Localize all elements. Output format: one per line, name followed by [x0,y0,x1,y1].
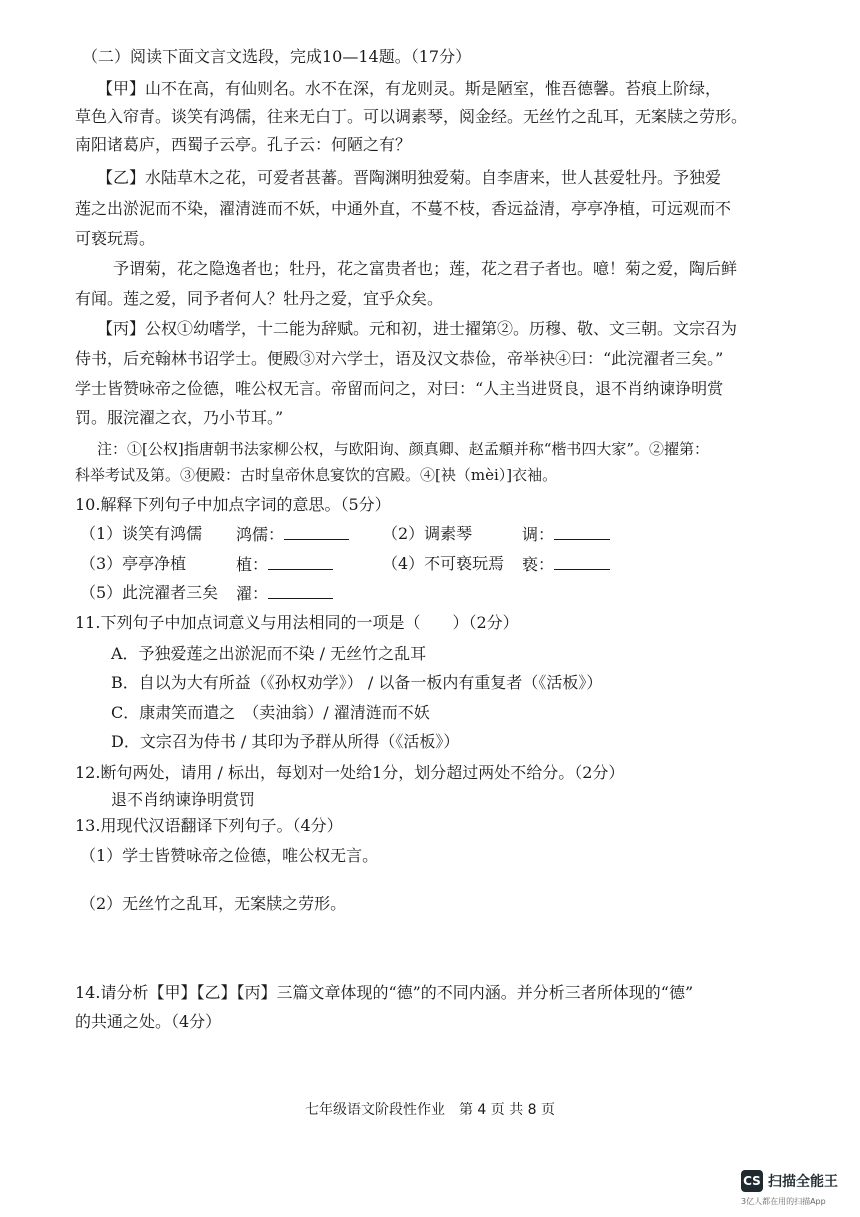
scanner-app-name: 扫描全能王 [768,1174,838,1190]
q10-item-3-word: 植： [236,555,269,574]
q13-item-1: （1）学士皆赞咏帝之俭德，唯公权无言。 [80,846,379,865]
q10-item-4-sentence: （4）不可亵玩焉 [382,554,505,573]
q12-text: 退不肖纳谏诤明赏罚 [111,790,256,809]
q11-option-b: B．自以为大有所益（《孙权劝学》） / 以备一板内有重复者（《活板》） [111,673,603,692]
q10-item-5-word: 濯： [236,584,269,603]
notes-line-1: 注：①[公权]指唐朝书法家柳公权，与欧阳询、颜真卿、赵孟頫并称“楷书四大家”。②擢第： [97,440,710,458]
q10-item-2 [382,523,472,545]
q13-item-2: （2）无丝竹之乱耳，无案牍之劳形。 [80,894,347,913]
q10-item-3-sentence: （3）亭亭净植 [80,554,187,573]
section-heading: （二）阅读下面文言文选段，完成10—14题。（17分） [82,47,472,66]
notes-line-2: 科举考试及第。③便殿：古时皇帝休息宴饮的宫殿。④[袂（mèi）]衣袖。 [75,466,558,484]
q10-item-1-sentence: （1）谈笑有鸿儒 [80,524,203,543]
passage-a-line-2: 草色入帘青。谈笑有鸿儒，往来无白丁。可以调素琴，阅金经。无丝竹之乱耳，无案牍之劳形。 [75,107,748,126]
passage-c-line-3: 学士皆赞咏帝之俭德，唯公权无言。帝留而问之，对曰：“人主当进贤良，退不肖纳谏诤明赏 [75,379,724,398]
q11-stem: 11.下列句子中加点词意义与用法相同的一项是（ ）（2分） [75,613,519,632]
q10-item-4-answer [522,553,610,576]
passage-c-line-2: 侍书，后充翰林书诏学士。便殿③对六学士，语及汉文恭俭，帝举袂④曰：“此浣濯者三矣。” [75,349,724,368]
passage-b-line-5: 有闻。莲之爱，同予者何人？牡丹之爱，宜乎众矣。 [75,289,444,308]
passage-c-line-1: 【丙】公权①幼嗜学，十二能为辞赋。元和初，进士擢第②。历穆、敬、文三朝。文宗召为 [97,319,738,338]
q10-item-5 [80,582,218,604]
passage-a-line-3: 南阳诸葛庐，西蜀子云亭。孔子云：何陋之有？ [75,135,412,154]
scanner-watermark [741,1170,851,1210]
q10-item-3-answer [236,553,333,576]
q10-item-4-word: 亵： [522,555,555,574]
q10-item-1-word: 鸿儒： [236,525,285,544]
q10-item-2-word: 调： [522,525,555,544]
q10-item-4 [382,553,504,575]
passage-b-line-4: 予谓菊，花之隐逸者也；牡丹，花之富贵者也；莲，花之君子者也。噫！菊之爱，陶后鲜 [113,259,738,278]
answer-blank[interactable] [554,553,610,570]
answer-blank[interactable] [284,523,349,540]
q11-option-d: D．文宗召为侍书 / 其印为予群从所得（《活板》） [111,732,460,751]
q14-line-2: 的共通之处。（4分） [75,1012,222,1031]
q11-option-c: C．康肃笑而遣之 （卖油翁）/ 濯清涟而不妖 [111,703,430,722]
q10-item-5-sentence: （5）此浣濯者三矣 [80,583,219,602]
answer-blank[interactable] [554,523,610,540]
q10-item-2-sentence: （2）调素琴 [382,524,473,543]
scanner-tagline: 3亿人都在用的扫描App [741,1197,826,1206]
passage-b-line-1: 【乙】水陆草木之花，可爱者甚蕃。晋陶渊明独爱菊。自李唐来，世人甚爱牡丹。予独爱 [97,168,722,187]
passage-c-line-4: 罚。服浣濯之衣，乃小节耳。” [75,408,284,427]
q11-option-a: A．予独爱莲之出淤泥而不染 / 无丝竹之乱耳 [111,644,427,663]
q10-item-2-answer [522,523,610,546]
answer-blank[interactable] [268,553,333,570]
q10-item-1-answer [236,523,349,546]
passage-a-line-1: 【甲】山不在高，有仙则名。水不在深，有龙则灵。斯是陋室，惟吾德馨。苔痕上阶绿， [97,79,722,98]
q14-line-1: 14.请分析【甲】【乙】【丙】三篇文章体现的“德”的不同内涵。并分析三者所体现的“德” [75,983,694,1002]
q13-stem: 13.用现代汉语翻译下列句子。（4分） [75,816,343,835]
answer-blank[interactable] [268,582,333,599]
q10-item-1 [80,523,202,545]
q10-item-3 [80,553,186,575]
q12-stem: 12.断句两处，请用 / 标出，每划对一处给1分，划分超过两处不给分。（2分） [75,763,625,782]
q10-stem: 10.解释下列句子中加点字词的意思。（5分） [75,495,391,514]
passage-b-line-2: 莲之出淤泥而不染，濯清涟而不妖，中通外直，不蔓不枝，香远益清，亭亭净植，可远观而不 [75,199,732,218]
page-footer: 七年级语文阶段性作业 第 4 页 共 8 页 [304,1102,556,1118]
q10-item-5-answer [236,582,333,605]
scanner-logo-icon: CS [741,1170,763,1192]
passage-b-line-3: 可亵玩焉。 [75,229,156,248]
